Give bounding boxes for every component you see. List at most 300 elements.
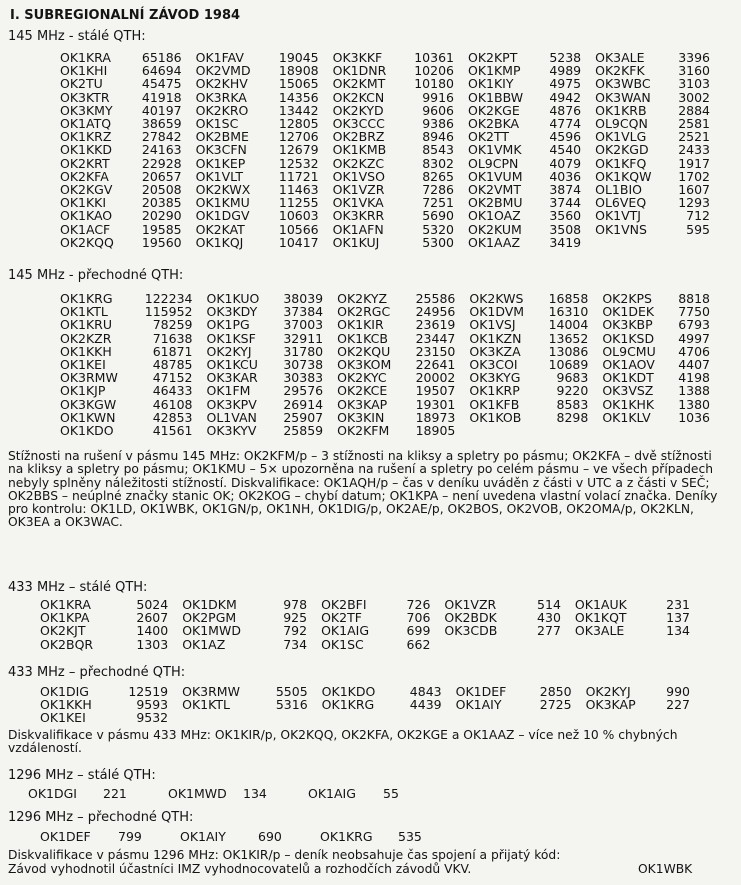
score-cell: 19560 (141, 234, 182, 250)
callsign-cell: OK2BMU (468, 195, 523, 211)
callsign-cell: OK1KHI (60, 63, 108, 79)
score-cell: 20508 (141, 182, 182, 198)
callsign-cell: OK1KQJ (195, 234, 244, 250)
table-row (60, 332, 724, 345)
score-cell: 10566 (278, 221, 319, 237)
score-cell: 15065 (278, 76, 319, 92)
callsign-cell: OK2KQQ (60, 234, 114, 250)
callsign-cell: OK1ACF (60, 221, 111, 237)
score-cell: 42853 (152, 409, 193, 425)
callsign-cell: OK2KPS (602, 291, 652, 306)
callsign-cell: OK1MWD (168, 786, 227, 801)
table-row (60, 384, 724, 397)
callsign-cell: OK1ATQ (60, 116, 112, 132)
callsign-cell: OL1BIO (595, 182, 642, 198)
score-cell: 1303 (136, 636, 169, 652)
callsign-cell: OK1AAZ (468, 234, 521, 250)
callsign-cell: OK1VZR (444, 597, 497, 612)
callsign-cell: OK1FM (206, 383, 251, 399)
callsign-cell: OK1KJP (60, 383, 106, 399)
callsign-cell: OK1AOV (602, 357, 655, 373)
score-cell: 9606 (422, 102, 454, 118)
score-cell: 23150 (415, 343, 456, 359)
score-cell (524, 711, 586, 724)
score-cell: 47152 (152, 370, 193, 386)
table-row (60, 318, 724, 331)
table-row (40, 711, 704, 724)
score-cell: 9532 (136, 710, 169, 726)
score-cell: 12519 (128, 684, 169, 699)
score-cell: 2725 (539, 697, 572, 713)
callsign-cell: OK2KRT (60, 155, 110, 171)
score-cell: 2581 (678, 116, 710, 132)
results-table-433-temp (40, 685, 704, 725)
callsign-cell: OK2KRO (195, 102, 249, 118)
score-cell: 19045 (278, 50, 319, 65)
results-table-433-fixed (40, 598, 704, 651)
callsign-cell: OK2KPT (468, 50, 518, 65)
callsign-cell: OK2KHV (195, 76, 248, 92)
score-cell: 8298 (556, 409, 589, 425)
table-row (40, 638, 704, 651)
callsign-cell: OK2KAT (195, 221, 245, 237)
callsign-cell: OK2KFK (595, 63, 645, 79)
callsign-cell: OK1AIG (321, 623, 370, 639)
callsign-cell: OK3KYG (469, 370, 521, 386)
callsign-cell: OK1KEI (60, 357, 106, 373)
signature: OK1WBK (638, 862, 693, 876)
score-cell: 9683 (556, 370, 589, 386)
score-cell: 38659 (141, 116, 182, 132)
table-row (60, 236, 724, 249)
score-cell: 9386 (422, 116, 454, 132)
callsign-cell: OK2KCN (332, 89, 385, 105)
callsign-cell: OK3KBP (602, 317, 653, 333)
score-cell: 9593 (136, 697, 169, 713)
callsign-cell: OK1KSF (206, 330, 256, 346)
score-cell: 2607 (136, 610, 169, 626)
score-cell: 12532 (278, 155, 319, 171)
score-cell: 19301 (415, 396, 456, 412)
callsign-cell: OK1FAV (195, 50, 244, 65)
notes-1296: Diskvalifikace v pásmu 1296 MHz: OK1KIR/p – deník neobsahuje čas spojení a přijatý kód: (8, 848, 561, 862)
callsign-cell: OK1VSJ (469, 317, 516, 333)
score-cell: 706 (406, 610, 431, 626)
score-cell: 19585 (141, 221, 182, 237)
score-cell: 4540 (549, 142, 582, 158)
score-cell: 3160 (678, 63, 710, 79)
score-cell: 18905 (415, 423, 456, 439)
callsign-cell: OK3KKF (332, 50, 383, 65)
score-cell: 71638 (152, 330, 193, 346)
callsign-cell: OK2PGM (182, 610, 237, 626)
callsign-cell: OK3COI (469, 357, 518, 373)
score-cell (650, 638, 705, 651)
callsign-cell: OK3KZA (469, 343, 521, 359)
score-cell: 535 (398, 829, 422, 844)
callsign-cell: OK1KDT (602, 370, 654, 386)
score-cell: 1607 (678, 182, 710, 198)
score-cell: 32911 (283, 330, 324, 346)
callsign-cell: OK1KMP (468, 63, 521, 79)
score-cell: 1400 (136, 623, 169, 639)
callsign-cell: OK1VMK (468, 142, 522, 158)
callsign-cell: OK3RMW (60, 370, 118, 386)
score-cell: 595 (686, 221, 710, 237)
callsign-cell: OK1KRG (321, 697, 375, 713)
callsign-cell: OK2TU (60, 76, 103, 92)
callsign-cell: OK2TT (468, 129, 510, 145)
table-row (60, 424, 724, 437)
callsign-cell: OK1KCU (206, 357, 258, 373)
callsign-cell: OK2BRZ (332, 129, 385, 145)
score-cell: 10417 (278, 234, 319, 250)
score-cell: 41561 (152, 423, 193, 439)
callsign-cell: OK1KMB (332, 142, 387, 158)
score-cell: 712 (686, 208, 710, 224)
callsign-cell: OL9CPN (468, 155, 519, 171)
score-cell: 990 (666, 684, 690, 699)
callsign-cell: OK1AIY (180, 829, 226, 844)
score-cell: 2433 (678, 142, 710, 158)
score-cell: 20657 (141, 168, 182, 184)
score-cell: 16858 (548, 291, 589, 306)
score-cell: 799 (118, 829, 142, 844)
score-cell (653, 711, 704, 724)
callsign-cell: OK1KDO (60, 423, 114, 439)
score-cell: 14004 (548, 317, 589, 333)
score-cell: 3419 (549, 234, 582, 250)
score-cell: 25586 (415, 291, 456, 306)
callsign-cell: OK1KKH (60, 343, 112, 359)
callsign-cell: OK1KEI (40, 710, 86, 726)
callsign-cell: OK1BBW (468, 89, 524, 105)
score-cell: 4774 (549, 116, 582, 132)
score-cell (394, 711, 456, 724)
callsign-cell: OK2BKA (468, 116, 520, 132)
score-cell: 41918 (141, 89, 182, 105)
score-cell: 11255 (278, 195, 319, 211)
score-cell: 10206 (414, 63, 454, 79)
callsign-cell: OK2KGE (468, 102, 520, 118)
score-cell: 8302 (422, 155, 454, 171)
score-cell: 1293 (678, 195, 710, 211)
callsign-cell: OK1DVM (469, 304, 525, 320)
callsign-cell: OK1DGI (28, 786, 77, 801)
results-table-145-fixed (60, 51, 724, 249)
score-cell: 31780 (283, 343, 324, 359)
callsign-cell: OK2TF (321, 610, 362, 626)
callsign-cell (182, 711, 260, 724)
score-cell: 37384 (283, 304, 324, 320)
callsign-cell: OK1KIR (337, 317, 384, 333)
score-cell: 514 (537, 597, 561, 612)
table-row (60, 143, 724, 156)
score-cell: 8543 (422, 142, 454, 158)
score-cell: 20002 (415, 370, 456, 386)
callsign-cell: OL9CMU (602, 343, 656, 359)
callsign-cell: OK2BFI (321, 597, 367, 612)
results-row-1296-temp (40, 830, 460, 843)
score-cell: 13652 (548, 330, 589, 346)
callsign-cell: OK1KTL (60, 304, 108, 320)
score-cell: 11721 (278, 168, 319, 184)
table-row (40, 624, 704, 637)
callsign-cell: OK3CCC (332, 116, 385, 132)
callsign-cell: OK2KYC (337, 370, 387, 386)
score-cell: 5690 (422, 208, 454, 224)
score-cell: 3744 (549, 195, 582, 211)
callsign-cell: OK1AUK (574, 597, 627, 612)
score-cell: 662 (406, 636, 431, 652)
callsign-cell: OK1KIY (468, 76, 514, 92)
score-cell: 690 (258, 829, 282, 844)
callsign-cell (444, 638, 520, 651)
score-cell: 13442 (278, 102, 319, 118)
score-cell: 925 (283, 610, 308, 626)
callsign-cell: OL6VEQ (595, 195, 647, 211)
callsign-cell: OK1AFN (332, 221, 384, 237)
callsign-cell: OK1KFB (469, 396, 520, 412)
callsign-cell: OL1VAN (206, 409, 257, 425)
callsign-cell: OK1KQT (574, 610, 627, 626)
callsign-cell: OK1KMU (195, 195, 250, 211)
score-cell: 8946 (422, 129, 454, 145)
score-cell: 3002 (678, 89, 710, 105)
callsign-cell: OK2KGV (60, 182, 113, 198)
score-cell: 227 (666, 697, 690, 713)
score-cell: 4407 (678, 357, 710, 373)
callsign-cell: OK3CDB (444, 623, 498, 639)
score-cell: 25907 (283, 409, 324, 425)
callsign-cell: OK1KKI (60, 195, 107, 211)
score-cell: 115952 (144, 304, 193, 320)
callsign-cell: OK3KRR (332, 208, 385, 224)
score-cell: 4706 (678, 343, 710, 359)
callsign-cell: OK1KRA (60, 50, 111, 65)
score-cell: 4975 (549, 76, 582, 92)
callsign-cell: OK1OAZ (468, 208, 521, 224)
score-cell: 38039 (283, 291, 324, 306)
score-cell (520, 638, 574, 651)
callsign-cell: OK1KHK (602, 396, 655, 412)
results-table-145-temp (60, 292, 724, 437)
callsign-cell: OK3RMW (182, 684, 240, 699)
callsign-cell: OK3KDY (206, 304, 258, 320)
callsign-cell: OK1KWN (60, 409, 116, 425)
score-cell (668, 424, 724, 437)
callsign-cell: OK1VLT (195, 168, 244, 184)
callsign-cell: OK3KTR (60, 89, 110, 105)
callsign-cell: OK1KRG (60, 291, 113, 306)
callsign-cell: OK1AIG (308, 786, 356, 801)
score-cell: 10361 (414, 50, 454, 65)
score-cell: 26914 (283, 396, 324, 412)
callsign-cell: OK1PG (206, 317, 250, 333)
score-cell: 2521 (678, 129, 710, 145)
score-cell: 699 (406, 623, 431, 639)
score-cell: 30738 (283, 357, 324, 373)
callsign-cell: OK1KRA (40, 597, 91, 612)
callsign-cell: OK2BDK (444, 610, 497, 626)
callsign-cell: OK3KGW (60, 396, 117, 412)
callsign-cell: OK1KAO (60, 208, 113, 224)
callsign-cell: OK3KAR (206, 370, 258, 386)
callsign-cell: OK1KLV (602, 409, 651, 425)
score-cell: 4989 (549, 63, 582, 79)
callsign-cell: OK3WBC (595, 76, 651, 92)
callsign-cell (469, 424, 536, 437)
heading-1296-fixed: 1296 MHz – stálé QTH: (8, 768, 156, 783)
score-cell: 4198 (678, 370, 710, 386)
score-cell: 3103 (678, 76, 710, 92)
callsign-cell: OK1DGV (195, 208, 250, 224)
callsign-cell: OK1KOB (469, 409, 522, 425)
callsign-cell: OK1DIG (40, 684, 89, 699)
score-cell: 14356 (278, 89, 319, 105)
callsign-cell: OK3KMY (60, 102, 113, 118)
score-cell: 46433 (152, 383, 193, 399)
score-cell: 5505 (275, 684, 308, 699)
callsign-cell: OK1KUO (206, 291, 260, 306)
callsign-cell: OK1DKM (182, 597, 237, 612)
callsign-cell: OK1KCB (337, 330, 388, 346)
score-cell: 7750 (678, 304, 710, 320)
score-cell: 1388 (678, 383, 710, 399)
score-cell (260, 711, 322, 724)
score-cell: 1917 (678, 155, 710, 171)
callsign-cell: OK1SC (195, 116, 239, 132)
page-title: I. SUBREGIONALNÍ ZÁVOD 1984 (10, 8, 241, 23)
score-cell: 4596 (549, 129, 582, 145)
score-cell: 9916 (422, 89, 454, 105)
callsign-cell: OK1KEP (195, 155, 246, 171)
heading-1296-temp: 1296 MHz – přechodné QTH: (8, 810, 194, 825)
results-row-1296-fixed (28, 787, 448, 800)
callsign-cell: OK1KQW (595, 168, 652, 184)
score-cell: 64694 (141, 63, 182, 79)
table-row (60, 157, 724, 170)
score-cell: 3874 (549, 182, 582, 198)
callsign-cell: OK2BME (195, 129, 249, 145)
callsign-cell: OK1VKA (332, 195, 384, 211)
score-cell: 37003 (283, 317, 324, 333)
callsign-cell: OK1KRU (60, 317, 113, 333)
score-cell: 12706 (278, 129, 319, 145)
score-cell: 29576 (283, 383, 324, 399)
callsign-cell: OK2VMT (468, 182, 521, 198)
callsign-cell: OK2KYZ (337, 291, 388, 306)
callsign-cell (575, 638, 650, 651)
callsign-cell: OK1DEK (602, 304, 655, 320)
score-cell: 8818 (678, 291, 710, 306)
score-cell: 122234 (144, 291, 193, 306)
callsign-cell: OK2KUM (468, 221, 522, 237)
score-cell: 27842 (141, 129, 182, 145)
table-row (60, 398, 724, 411)
closing-note: Závod vyhodnotil účastníci IMZ vyhodnocovatelů a rozhodčích závodů VKV. (8, 862, 472, 876)
heading-433-temp: 433 MHz – přechodné QTH: (8, 665, 186, 680)
callsign-cell: OK3VSZ (602, 383, 654, 399)
score-cell: 7286 (422, 182, 454, 198)
callsign-cell: OK3KYV (206, 423, 257, 439)
callsign-cell: OK1DEF (455, 684, 507, 699)
callsign-cell: OK2BQR (40, 636, 94, 652)
callsign-cell: OK1VUM (468, 168, 523, 184)
score-cell: 726 (406, 597, 431, 612)
score-cell: 78259 (152, 317, 193, 333)
score-cell: 23447 (415, 330, 456, 346)
notes-433: Diskvalifikace v pásmu 433 MHz: OK1KIR/p, OK2KQQ, OK2KFA, OK2KGE a OK1AAZ – více než 10 % chybných vzdáleností. (8, 728, 678, 756)
callsign-cell: OK1KUJ (332, 234, 380, 250)
callsign-cell (602, 424, 667, 437)
table-row (60, 209, 724, 222)
score-cell: 3560 (549, 208, 582, 224)
score-cell: 22928 (141, 155, 182, 171)
score-cell: 4439 (409, 697, 442, 713)
callsign-cell: OK1KRB (595, 102, 647, 118)
score-cell: 12805 (278, 116, 319, 132)
callsign-cell: OK3RKA (195, 89, 247, 105)
score-cell: 20385 (141, 195, 182, 211)
callsign-cell: OK2KFA (60, 168, 109, 184)
callsign-cell: OK3CFN (195, 142, 247, 158)
score-cell: 734 (283, 636, 308, 652)
score-cell: 18908 (278, 63, 319, 79)
score-cell: 8265 (422, 168, 454, 184)
score-cell: 4876 (549, 102, 582, 118)
score-cell: 4036 (549, 168, 582, 184)
score-cell: 10180 (414, 76, 454, 92)
score-cell (666, 236, 724, 249)
score-cell: 1702 (678, 168, 710, 184)
callsign-cell: OK1VNS (595, 221, 647, 237)
callsign-cell: OK3KIN (337, 409, 385, 425)
score-cell: 24956 (415, 304, 456, 320)
score-cell: 4843 (409, 684, 442, 699)
score-cell: 23619 (415, 317, 456, 333)
score-cell: 430 (537, 610, 561, 626)
callsign-cell: OK3KOM (337, 357, 392, 373)
callsign-cell: OK3KAP (337, 396, 388, 412)
callsign-cell: OK3ALE (574, 623, 625, 639)
score-cell: 1380 (678, 396, 710, 412)
callsign-cell: OK2KWS (469, 291, 524, 306)
score-cell: 5316 (275, 697, 308, 713)
callsign-cell: OK1VZR (332, 182, 385, 198)
score-cell: 20290 (141, 208, 182, 224)
callsign-cell: OK2KGD (595, 142, 649, 158)
callsign-cell: OK2KYJ (206, 343, 252, 359)
callsign-cell: OK1KFQ (595, 155, 647, 171)
callsign-cell: OK2KJT (40, 623, 86, 639)
callsign-cell (322, 711, 394, 724)
score-cell: 10603 (278, 208, 319, 224)
score-cell: 46108 (152, 396, 193, 412)
notes-145: Stížnosti na rušení v pásmu 145 MHz: OK2KFM/p – 3 stížnosti na kliksy a spletry po pásmu; OK2KFA – dvě stížnosti na kliksy a spletry po pásmu; OK1KMU – 5× upozorněna na rušení a spletry po celém pásmu – ve všech případech nebyly splněny náležitosti stížností. Diskvalifikace: OK1AQH/p – čas v deníku uváděn z části v UTC a z části v SEČ; OK2BBS – neúplné značky stanic OK; OK2KOG – chybí datum; OK1KPA – není uvedena vlastní volací značka. Deníky pro kontrolu: OK1LD, OK1WBK, OK1GN/p, OK1NH, OK1DIG/p, OK2AE/p, OK2BOS, OK2VOB, OK2OMA/p, OK2KLN, OK3EA a OK3WAC. (8, 449, 718, 530)
score-cell: 5024 (136, 597, 169, 612)
score-cell: 4997 (678, 330, 710, 346)
callsign-cell (456, 711, 524, 724)
callsign-cell: OK1DNR (332, 63, 387, 79)
score-cell: 277 (537, 623, 561, 639)
callsign-cell: OK2KYD (332, 102, 384, 118)
table-row (60, 77, 724, 90)
score-cell: 55 (383, 786, 399, 801)
score-cell: 7251 (422, 195, 454, 211)
callsign-cell: OK2VMD (195, 63, 251, 79)
score-cell: 6793 (678, 317, 710, 333)
